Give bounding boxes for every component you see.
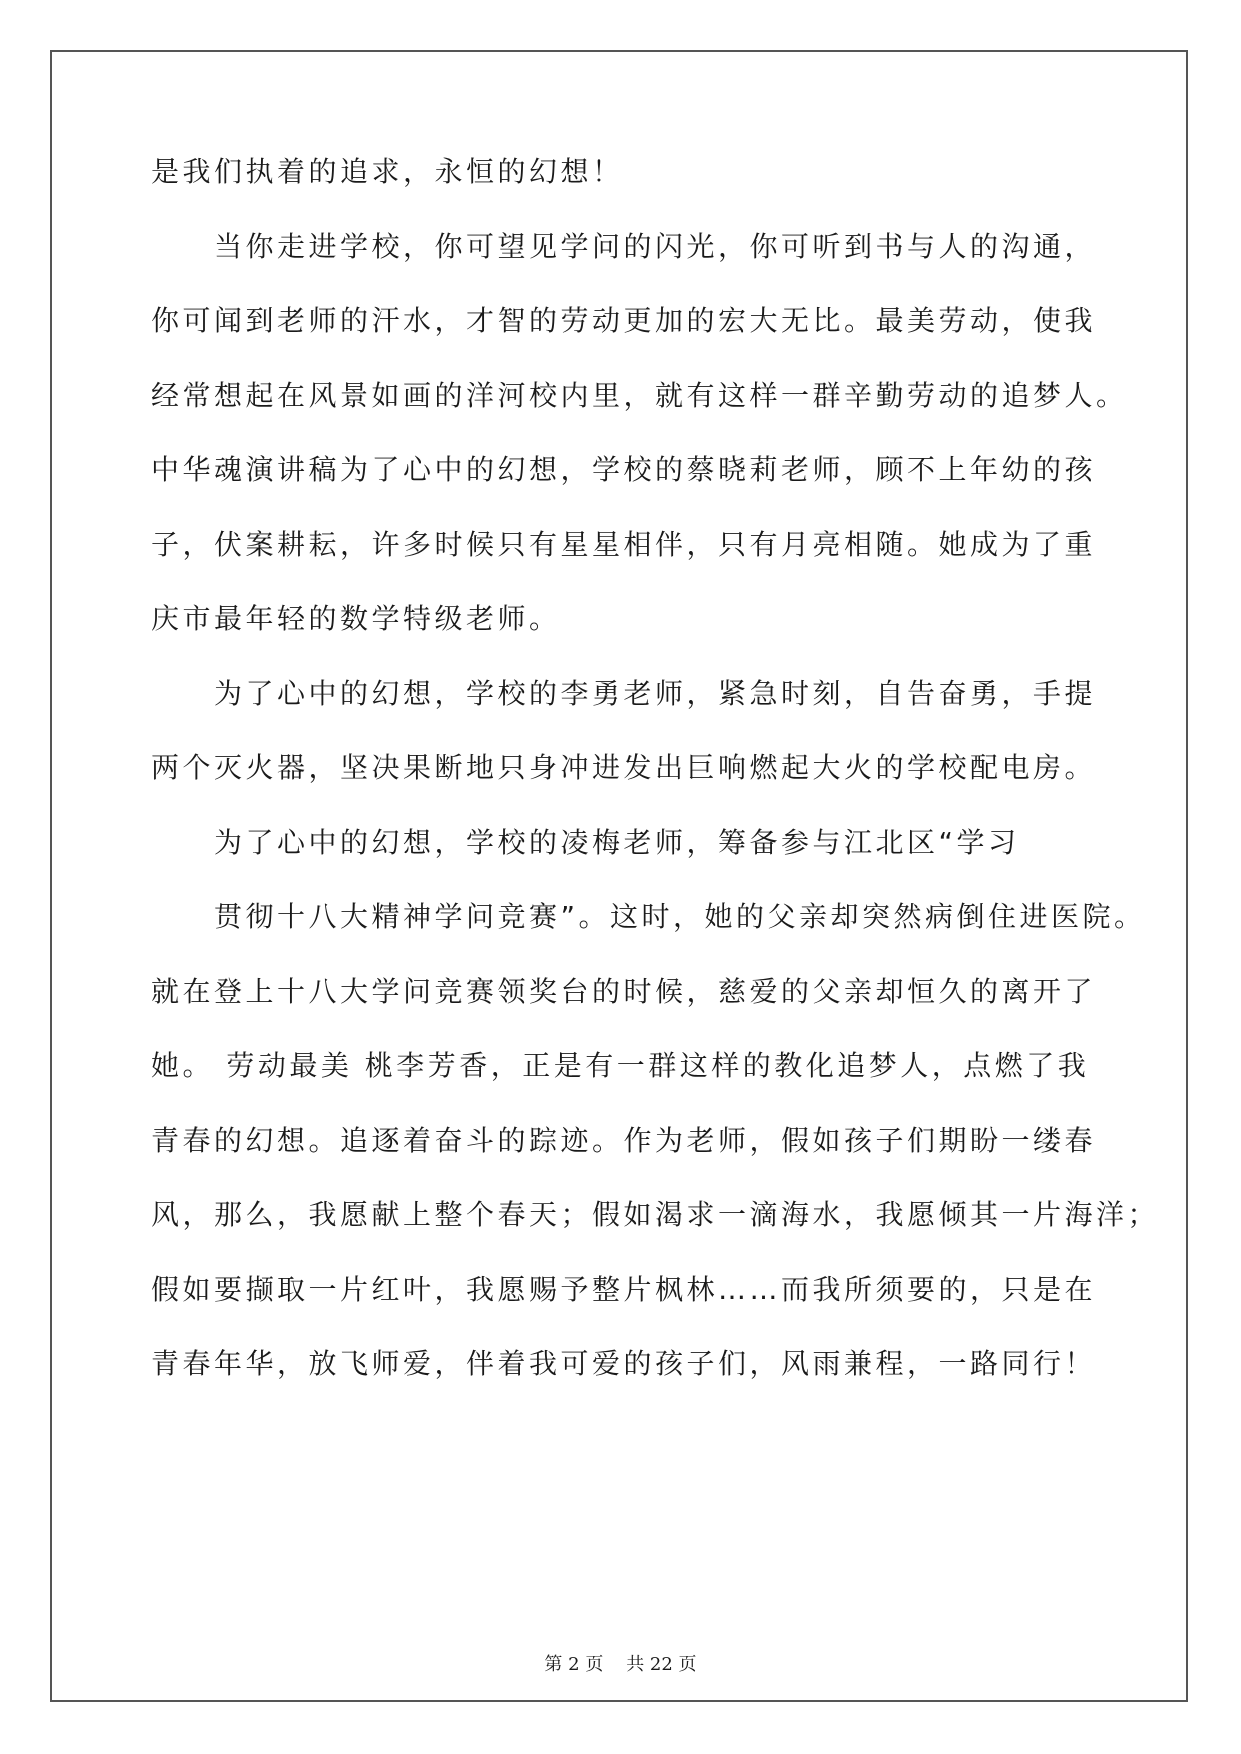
text-line: 当你走进学校，你可望见学问的闪光，你可听到书与人的沟通， bbox=[214, 230, 1097, 263]
text-line: 风，那么，我愿献上整个春天；假如渴求一滴海水，我愿倾其一片海洋； bbox=[151, 1198, 1160, 1231]
text-line: 为了心中的幻想，学校的凌梅老师，筹备参与江北区“学习 bbox=[214, 826, 1020, 859]
text-line: 两个灭火器，坚决果断地只身冲进发出巨响燃起大火的学校配电房。 bbox=[151, 751, 1097, 784]
text-line: 中华魂演讲稿为了心中的幻想，学校的蔡晓莉老师，顾不上年幼的孩 bbox=[151, 453, 1097, 486]
text-line: 假如要撷取一片红叶，我愿赐予整片枫林……而我所须要的，只是在 bbox=[151, 1273, 1097, 1306]
text-line: 子，伏案耕耘，许多时候只有星星相伴，只有月亮相随。她成为了重 bbox=[151, 528, 1097, 561]
text-line: 你可闻到老师的汗水，才智的劳动更加的宏大无比。最美劳动，使我 bbox=[151, 304, 1097, 337]
text-line: 她。 劳动最美 桃李芳香，正是有一群这样的教化追梦人，点燃了我 bbox=[151, 1049, 1090, 1082]
text-line: 经常想起在风景如画的洋河校内里，就有这样一群辛勤劳动的追梦人。 bbox=[151, 379, 1128, 412]
text-line: 青春的幻想。追逐着奋斗的踪迹。作为老师，假如孩子们期盼一缕春 bbox=[151, 1124, 1097, 1157]
text-line: 是我们执着的追求，永恒的幻想！ bbox=[151, 155, 624, 188]
text-line: 为了心中的幻想，学校的李勇老师，紧急时刻，自告奋勇，手提 bbox=[214, 677, 1097, 710]
text-line: 青春年华，放飞师爱，伴着我可爱的孩子们，风雨兼程，一路同行！ bbox=[151, 1347, 1097, 1380]
page-number-footer: 第 2 页 共 22 页 bbox=[544, 1654, 697, 1675]
text-line: 贯彻十八大精神学问竞赛”。这时，她的父亲却突然病倒住进医院。 bbox=[214, 900, 1146, 933]
page-border bbox=[50, 50, 1188, 1702]
text-line: 庆市最年轻的数学特级老师。 bbox=[151, 602, 561, 635]
text-line: 就在登上十八大学问竞赛领奖台的时候，慈爱的父亲却恒久的离开了 bbox=[151, 975, 1097, 1008]
